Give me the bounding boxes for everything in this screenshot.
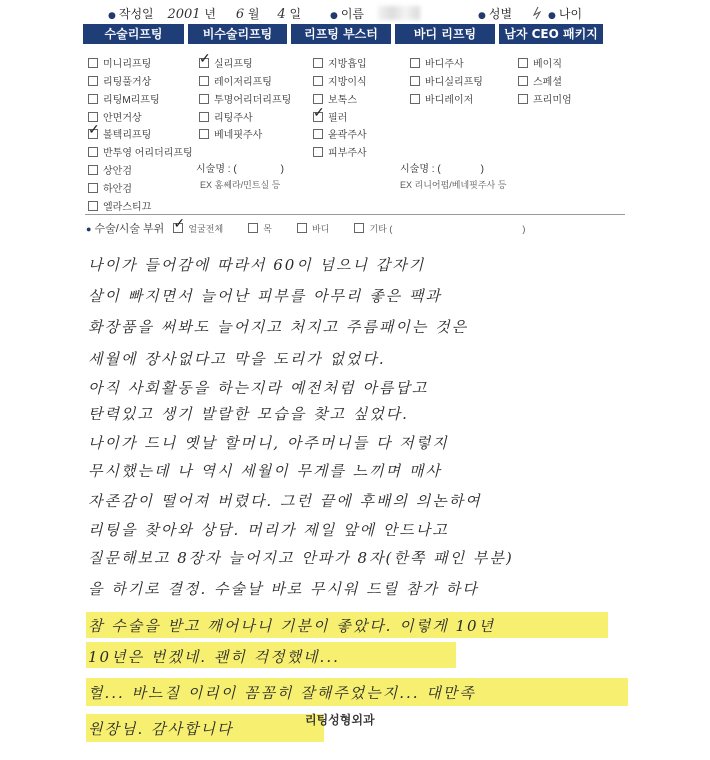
- bullet-icon: ●: [86, 224, 92, 234]
- option-filler[interactable]: [313, 109, 347, 124]
- checkbox-checked[interactable]: [88, 129, 98, 139]
- procedure-close: ): [280, 164, 284, 175]
- tab-body-lifting[interactable]: 바디 리프팅: [395, 24, 495, 44]
- option-label: 바디레이저: [425, 95, 474, 106]
- checkbox[interactable]: [88, 94, 98, 104]
- option-laser-lifting[interactable]: [199, 73, 272, 88]
- checkbox-checked[interactable]: [313, 112, 323, 122]
- checkbox[interactable]: [88, 147, 98, 157]
- option-label: 볼텍리프팅: [103, 130, 152, 141]
- handwriting-line: 화장품을 써봐도 늘어지고 처지고 주름패이는 것은: [88, 318, 469, 336]
- option-lifting-injection[interactable]: [199, 109, 253, 124]
- date-day: 4: [277, 7, 286, 22]
- handwriting-line: 헐... 바느질 이리이 꼼꼼히 잘해주었는지... 대만족: [88, 684, 476, 702]
- option-label: 베이직: [533, 59, 562, 70]
- option-label: 리팅주사: [214, 113, 253, 124]
- tab-lifting-booster[interactable]: 리프팅 부스터: [291, 24, 391, 44]
- checkbox[interactable]: [410, 94, 420, 104]
- date-year: 2001: [167, 7, 201, 22]
- handwriting-line: 참 수술을 받고 깨어나니 기분이 좋았다. 이렇게 10년: [88, 617, 496, 635]
- checkbox[interactable]: [313, 129, 323, 139]
- handwriting-line: 나이가 드니 옛날 할머니, 아주머니들 다 저렇지: [88, 434, 449, 452]
- checkbox[interactable]: [199, 112, 209, 122]
- area-option-label: 목: [263, 224, 272, 234]
- checkbox[interactable]: [199, 76, 209, 86]
- tab-nonsurgical-lifting[interactable]: 비수술리프팅: [188, 24, 287, 44]
- option-label: 투명어리더리프팅: [214, 95, 292, 106]
- area-close: ): [522, 224, 526, 234]
- option-label: 미니리프팅: [103, 59, 152, 70]
- redacted-name: [378, 6, 420, 20]
- option-body-injection[interactable]: [410, 55, 464, 70]
- checkbox[interactable]: [88, 201, 98, 211]
- checkbox[interactable]: [88, 165, 98, 175]
- option-fat-graft[interactable]: [313, 73, 367, 88]
- day-unit: 일: [289, 7, 302, 21]
- option-full-facelift[interactable]: [88, 73, 151, 88]
- handwriting-line: 아직 사회활동을 하는지라 예전처럼 아름답고: [88, 379, 429, 397]
- option-body-thread[interactable]: [410, 73, 483, 88]
- procedure-name-field-a[interactable]: [196, 160, 284, 175]
- area-row: [86, 220, 525, 236]
- tab-surgical-lifting[interactable]: 수술리프팅: [83, 24, 184, 44]
- checkbox[interactable]: [518, 94, 528, 104]
- option-botox[interactable]: [313, 91, 357, 106]
- checkbox-checked[interactable]: [173, 223, 183, 233]
- option-label: 반투영 어리더리프팅: [103, 148, 193, 159]
- option-label: 바디실리프팅: [425, 77, 483, 88]
- option-transparent-lifting[interactable]: [88, 144, 193, 159]
- checkbox[interactable]: [199, 94, 209, 104]
- procedure-close: ): [480, 164, 484, 175]
- option-label: 바디주사: [425, 59, 464, 70]
- handwriting-line: 을 하기로 결정. 수술날 바로 무시워 드릴 참가 하다: [88, 580, 479, 598]
- area-option-label: 바디: [311, 224, 330, 234]
- option-transparent-leader[interactable]: [199, 91, 291, 106]
- option-mini-lifting[interactable]: [88, 55, 151, 70]
- option-label: 베네핏주사: [214, 130, 263, 141]
- option-label: 프리미엄: [533, 95, 572, 106]
- option-m-lifting[interactable]: [88, 91, 160, 106]
- option-label: 윤곽주사: [328, 130, 367, 141]
- bullet-icon: ●: [108, 11, 116, 21]
- option-label: 엘라스티끄: [103, 202, 152, 213]
- form-header: [0, 0, 710, 26]
- option-label: 리팅M리프팅: [103, 95, 160, 106]
- name-label: 이름: [340, 7, 365, 21]
- option-label: 하안검: [103, 184, 132, 195]
- bullet-icon: ●: [478, 11, 486, 21]
- option-elastic[interactable]: [88, 198, 151, 213]
- checkbox[interactable]: [518, 58, 528, 68]
- checkbox[interactable]: [248, 223, 258, 233]
- checkbox[interactable]: [199, 129, 209, 139]
- tab-ceo-package[interactable]: 남자 CEO 패키지: [499, 24, 603, 44]
- age-label: 나이: [558, 7, 583, 21]
- area-option-label: 기타 (: [369, 224, 393, 234]
- option-special[interactable]: [518, 73, 562, 88]
- procedure-example-a: EX 홈쎄라/민트실 등: [200, 180, 281, 190]
- handwriting-line: 10년은 번겠네. 괜히 걱정했네...: [88, 648, 340, 666]
- checkbox[interactable]: [518, 76, 528, 86]
- option-label: 실리프팅: [214, 59, 253, 70]
- option-voltec-lifting[interactable]: [88, 126, 151, 141]
- option-label: 필러: [328, 113, 348, 124]
- option-lower-eyelid[interactable]: [88, 180, 132, 195]
- gender-mark-icon: [530, 6, 544, 18]
- handwriting-line: 살이 빠지면서 늘어난 피부를 아무리 좋은 팩과: [88, 287, 442, 305]
- option-liposuction[interactable]: [313, 55, 367, 70]
- procedure-label: 시술명 : (: [196, 164, 237, 175]
- checkbox[interactable]: [313, 58, 323, 68]
- checkbox[interactable]: [88, 58, 98, 68]
- checkbox[interactable]: [410, 76, 420, 86]
- option-label: 안면거상: [103, 113, 142, 124]
- option-label: 상안검: [103, 166, 132, 177]
- gender-label: 성별: [488, 7, 513, 21]
- checkbox-checked[interactable]: [199, 58, 209, 68]
- option-label: 지방흡입: [328, 59, 367, 70]
- option-skin-injection[interactable]: [313, 144, 367, 159]
- option-label: 레이저리프팅: [214, 77, 272, 88]
- checkbox[interactable]: [297, 223, 307, 233]
- handwriting-line: 탄력있고 생기 발랄한 모습을 찾고 싶었다.: [88, 405, 409, 423]
- handwriting-line: 원장님. 감사합니다: [88, 720, 234, 738]
- year-unit: 년: [204, 7, 216, 21]
- date-label: 작성일: [118, 7, 154, 21]
- option-benefit-injection[interactable]: [199, 126, 262, 141]
- option-label: 스페셜: [533, 77, 562, 88]
- handwriting-line: 질문해보고 8장자 늘어지고 안파가 8자(한쪽 패인 부분): [88, 549, 514, 567]
- checkbox[interactable]: [313, 76, 323, 86]
- checkbox[interactable]: [88, 112, 98, 122]
- date-month: 6: [235, 7, 245, 22]
- bullet-icon: ●: [548, 11, 556, 21]
- handwriting-line: 자존감이 떨어져 버렸다. 그런 끝에 후배의 의논하여: [88, 492, 482, 510]
- bullet-icon: ●: [330, 11, 338, 21]
- option-label: 리팅풀거상: [103, 77, 152, 88]
- checkbox[interactable]: [88, 76, 98, 86]
- clinic-name: 리팅성형외과: [305, 713, 375, 727]
- checkbox[interactable]: [313, 147, 323, 157]
- procedure-label: 시술명 : (: [400, 164, 441, 175]
- option-contour-injection[interactable]: [313, 126, 367, 141]
- checkbox[interactable]: [354, 223, 364, 233]
- option-thread-lifting[interactable]: [199, 55, 253, 70]
- date-field: [108, 5, 301, 22]
- handwriting-line: 나이가 들어감에 따라서 60이 넘으니 갑자기: [88, 256, 426, 274]
- checkbox[interactable]: [313, 94, 323, 104]
- handwriting-line: 무시했는데 나 역시 세월이 무게를 느끼며 매사: [88, 462, 442, 480]
- option-basic[interactable]: [518, 55, 562, 70]
- option-label: 보톡스: [328, 95, 357, 106]
- divider: [85, 214, 625, 215]
- handwriting-line: 세월에 장사없다고 막을 도리가 없었다.: [88, 350, 386, 368]
- age-field: [548, 5, 582, 22]
- option-body-laser[interactable]: [410, 91, 473, 106]
- month-unit: 월: [247, 7, 260, 21]
- checkbox[interactable]: [88, 183, 98, 193]
- gender-field: [478, 5, 544, 22]
- option-premium[interactable]: [518, 91, 572, 106]
- handwriting-line: 리팅을 찾아와 상담. 머리가 제일 앞에 안드나고: [88, 521, 449, 539]
- area-label: 수술/시술 부위: [94, 223, 165, 235]
- procedure-name-field-b[interactable]: [400, 160, 484, 175]
- name-field: [330, 5, 364, 22]
- option-label: 지방이식: [328, 77, 367, 88]
- option-upper-eyelid[interactable]: [88, 162, 132, 177]
- procedure-example-b: EX 리니어펌/베네핏주사 등: [400, 180, 507, 190]
- checkbox[interactable]: [410, 58, 420, 68]
- option-label: 피부주사: [328, 148, 367, 159]
- area-option-label: 얼굴전체: [188, 224, 224, 234]
